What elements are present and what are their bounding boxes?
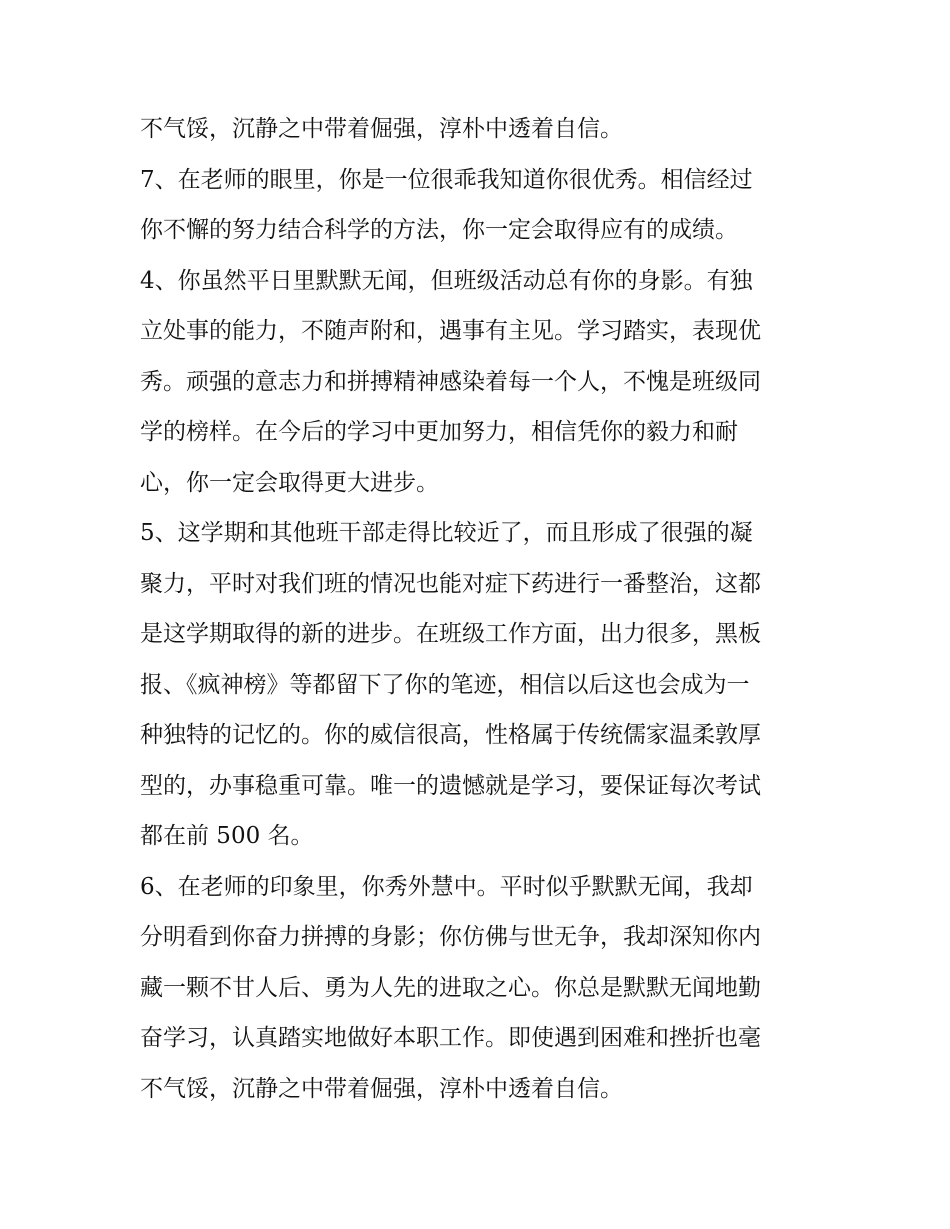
text-line: 种独特的记忆的。你的威信很高，性格属于传统儒家温柔敦厚 xyxy=(140,722,761,748)
text-line: 6、在老师的印象里，你秀外慧中。平时似乎默默无闻，我却 xyxy=(140,873,753,900)
text-line: 报、《疯神榜》等都留下了你的笔迹，相信以后这也会成为一 xyxy=(140,671,750,698)
text-line: 5、这学期和其他班干部走得比较近了，而且形成了很强的凝 xyxy=(140,520,753,546)
text-line: 7、在老师的眼里，你是一位很乖我知道你很优秀。相信经过 xyxy=(140,166,753,193)
text-line: 都在前 500 名。 xyxy=(140,823,314,849)
text-line: 奋学习，认真踏实地做好本职工作。即使遇到困难和挫折也毫 xyxy=(140,1025,761,1051)
text-line: 藏一颗不甘人后、勇为人先的进取之心。你总是默默无闻地勤 xyxy=(140,974,761,1001)
text-line: 秀。顽强的意志力和拼搏精神感染着每一个人，不愧是班级同 xyxy=(140,368,761,395)
text-line: 立处事的能力，不随声附和，遇事有主见。学习踏实，表现优 xyxy=(140,318,761,344)
text-line: 心，你一定会取得更大进步。 xyxy=(140,469,439,496)
text-line: 聚力，平时对我们班的情况也能对症下药进行一番整治，这都 xyxy=(140,570,761,597)
text-line: 学的榜样。在今后的学习中更加努力，相信凭你的毅力和耐 xyxy=(140,419,738,445)
text-line: 是这学期取得的新的进步。在班级工作方面，出力很多，黑板 xyxy=(140,621,761,647)
text-line: 分明看到你奋力拼搏的身影；你仿佛与世无争，我却深知你内 xyxy=(140,924,761,950)
text-line: 型的，办事稳重可靠。唯一的遗憾就是学习，要保证每次考试 xyxy=(140,772,761,799)
body-text xyxy=(140,104,816,1114)
text-line: 你不懈的努力结合科学的方法，你一定会取得应有的成绩。 xyxy=(140,217,738,243)
text-line: 4、你虽然平日里默默无闻，但班级活动总有你的身影。有独 xyxy=(140,267,753,294)
text-line: 不气馁，沉静之中带着倔强，淳朴中透着自信。 xyxy=(140,1075,623,1102)
text-line: 不气馁，沉静之中带着倔强，淳朴中透着自信。 xyxy=(140,116,623,142)
